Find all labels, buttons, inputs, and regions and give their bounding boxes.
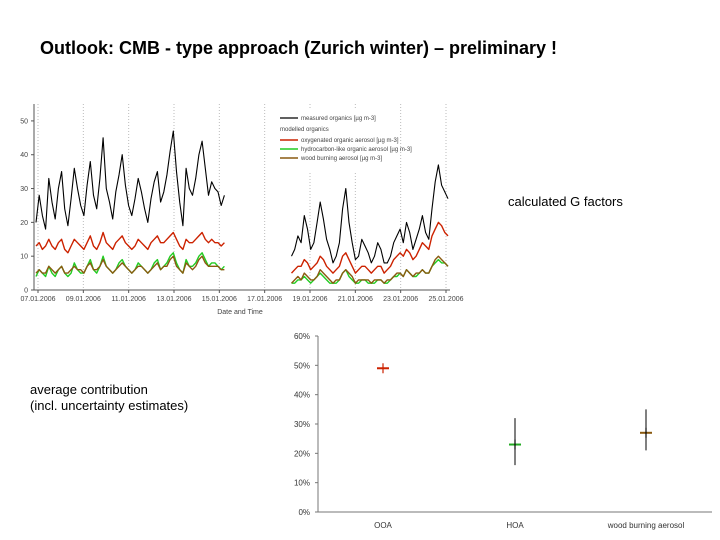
x-tick-label: 11.01.2006 bbox=[111, 296, 146, 303]
x-tick-label: 19.01.2006 bbox=[292, 296, 328, 303]
g-y-tick-label: 0% bbox=[298, 508, 310, 517]
g-y-tick-label: 50% bbox=[293, 361, 310, 371]
y-tick-label: 30 bbox=[20, 186, 28, 194]
g-x-tick-label: HOA bbox=[506, 521, 524, 530]
x-tick-label: 13.01.2006 bbox=[156, 296, 192, 303]
legend-header: modelled organics bbox=[280, 127, 329, 133]
g-y-tick-label: 10% bbox=[293, 478, 310, 488]
x-tick-label: 17.01.2006 bbox=[247, 296, 283, 303]
y-tick-label: 20 bbox=[20, 219, 28, 227]
g-factors-label: calculated G factors bbox=[508, 194, 623, 209]
g-y-tick-label: 60% bbox=[293, 332, 310, 341]
legend-label-measured: measured organics [µg m-3] bbox=[301, 116, 376, 122]
g-y-tick-label: 30% bbox=[293, 420, 310, 429]
g-factor-marks bbox=[377, 363, 652, 465]
legend-label: wood burning aerosol [µg m-3] bbox=[301, 156, 383, 162]
slide-title: Outlook: CMB - type approach (Zurich winter) – preliminary ! bbox=[40, 38, 558, 58]
x-tick-label: 07.01.2006 bbox=[20, 296, 56, 303]
y-tick-label: 40 bbox=[20, 152, 28, 160]
legend-label: hydrocarbon-like organic aerosol [µg m-3] bbox=[301, 147, 412, 153]
x-tick-label: 09.01.2006 bbox=[65, 296, 101, 303]
y-tick-label: 0 bbox=[24, 287, 28, 295]
x-tick-label: 25.01.2006 bbox=[428, 296, 464, 303]
y-tick-label: 10 bbox=[20, 253, 28, 261]
g-y-tick-label: 20% bbox=[293, 449, 310, 459]
y-tick-label: 50 bbox=[20, 118, 28, 126]
g-factor-axes bbox=[294, 332, 712, 530]
legend-label: oxygenated organic aerosol [µg m-3] bbox=[301, 138, 399, 144]
average-contribution-line2: (incl. uncertainty estimates) bbox=[30, 398, 189, 413]
x-tick-label: 23.01.2006 bbox=[383, 296, 419, 303]
g-x-tick-label: OOA bbox=[374, 521, 392, 530]
g-y-tick-label: 40% bbox=[293, 390, 310, 400]
x-tick-label: 21.01.2006 bbox=[337, 296, 373, 303]
x-axis-title: Date and Time bbox=[217, 309, 263, 316]
average-contribution-line1: average contribution bbox=[30, 382, 148, 397]
x-tick-label: 15.01.2006 bbox=[201, 296, 237, 303]
g-x-tick-label: wood burning aerosol bbox=[607, 521, 685, 530]
